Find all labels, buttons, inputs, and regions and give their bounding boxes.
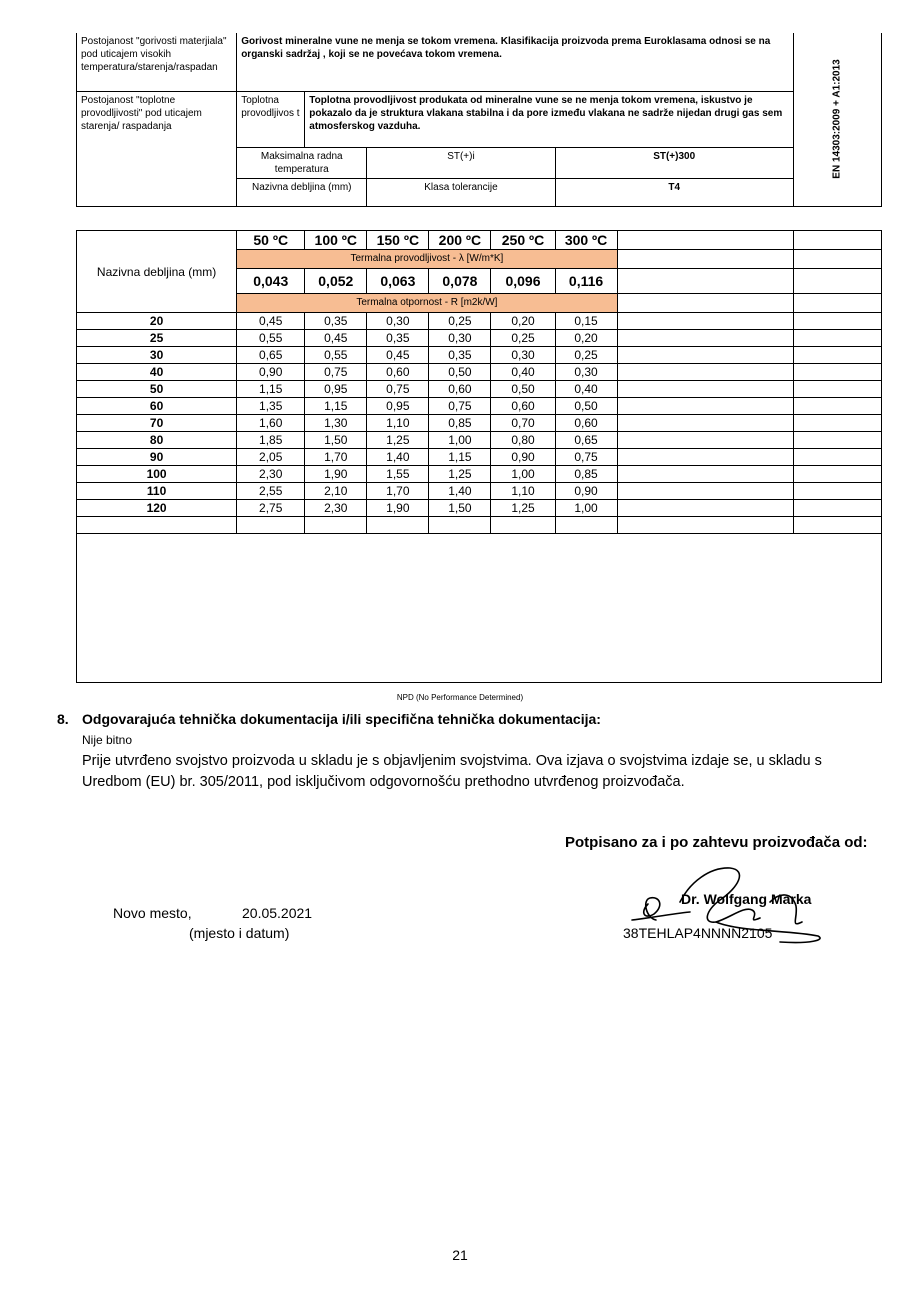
empty-cell	[617, 500, 793, 517]
properties-table	[76, 33, 882, 207]
section-note: Nije bitno	[82, 733, 133, 747]
empty-cell	[617, 347, 793, 364]
table-row	[77, 534, 882, 683]
resistance-cell: 0,60	[555, 415, 617, 432]
thickness-cell: 100	[77, 466, 237, 483]
signed-heading: Potpisano za i po zahtevu proizvođača od:	[565, 834, 868, 851]
empty-cell	[617, 415, 793, 432]
resistance-cell: 0,30	[555, 364, 617, 381]
resistance-cell: 1,55	[367, 466, 429, 483]
resistance-cell: 0,85	[429, 415, 491, 432]
empty-cell	[793, 517, 881, 534]
resistance-cell: 0,60	[429, 381, 491, 398]
temp-header: 300 ºC	[555, 231, 617, 250]
empty-cell	[793, 347, 881, 364]
lambda-value: 0,063	[367, 269, 429, 294]
empty-cell	[617, 364, 793, 381]
reaction-fire-label: Postojanost "gorivosti materjiala" pod uticajem visokih temperatura/starenja/raspadan	[77, 33, 237, 91]
temp-header: 200 ºC	[429, 231, 491, 250]
resistance-cell: 1,90	[305, 466, 367, 483]
resistance-cell: 1,00	[555, 500, 617, 517]
resistance-cell: 1,70	[367, 483, 429, 500]
tolerance-value: T4	[555, 178, 793, 206]
thickness-header: Nazivna debljina (mm)	[77, 231, 237, 313]
standard-cell	[793, 33, 881, 206]
empty-cell	[617, 330, 793, 347]
resistance-cell: 1,15	[305, 398, 367, 415]
resistance-cell: 0,30	[491, 347, 555, 364]
table-row	[77, 500, 882, 517]
thickness-label: Nazivna debljina (mm)	[237, 178, 367, 206]
empty-cell	[617, 381, 793, 398]
lambda-value: 0,052	[305, 269, 367, 294]
resistance-cell: 1,10	[367, 415, 429, 432]
resistance-cell: 1,60	[237, 415, 305, 432]
lambda-value: 0,078	[429, 269, 491, 294]
thickness-cell: 110	[77, 483, 237, 500]
table-row	[77, 347, 882, 364]
max-temp-value: ST(+)300	[555, 147, 793, 178]
resistance-cell: 2,30	[237, 466, 305, 483]
resistance-cell: 0,75	[555, 449, 617, 466]
resistance-cell: 1,90	[367, 500, 429, 517]
empty-cell	[617, 517, 793, 534]
thickness-cell: 60	[77, 398, 237, 415]
signatory-name: Dr. Wolfgang Marka	[681, 891, 812, 907]
resistance-cell: 0,30	[367, 313, 429, 330]
resistance-cell: 0,60	[367, 364, 429, 381]
resistance-cell: 0,35	[305, 313, 367, 330]
resistance-cell: 0,20	[491, 313, 555, 330]
resistance-cell: 0,90	[237, 364, 305, 381]
resistance-cell: 1,40	[429, 483, 491, 500]
empty-cell	[491, 517, 555, 534]
empty-cell	[793, 398, 881, 415]
section-heading	[57, 711, 601, 727]
empty-cell	[305, 517, 367, 534]
resistance-cell: 1,15	[237, 381, 305, 398]
temp-header: 250 ºC	[491, 231, 555, 250]
resistance-cell: 1,25	[367, 432, 429, 449]
empty-cell	[617, 449, 793, 466]
temp-header: 150 ºC	[367, 231, 429, 250]
resistance-cell: 0,45	[237, 313, 305, 330]
resistance-cell: 1,00	[491, 466, 555, 483]
empty-cell	[617, 269, 793, 294]
empty-cell	[793, 294, 881, 313]
lambda-value: 0,096	[491, 269, 555, 294]
resistance-cell: 1,35	[237, 398, 305, 415]
empty-area	[77, 534, 882, 683]
resistance-cell: 0,85	[555, 466, 617, 483]
resistance-cell: 0,75	[305, 364, 367, 381]
resistance-cell: 2,30	[305, 500, 367, 517]
empty-cell	[617, 313, 793, 330]
resistance-cell: 1,15	[429, 449, 491, 466]
resistance-cell: 0,70	[491, 415, 555, 432]
empty-cell	[617, 398, 793, 415]
empty-cell	[367, 517, 429, 534]
empty-cell	[793, 381, 881, 398]
thermal-durability-text: Toplotna provodljivost produkata od mineralne vune se ne menja tokom vremena, iskustvo je pokazalo da je struktura vlakana stabilna i da pore između vlakana ne sadrže nijedan drugi gas sem atmosferskog vazduha.	[305, 91, 794, 147]
resistance-cell: 0,40	[491, 364, 555, 381]
resistance-cell: 0,55	[237, 330, 305, 347]
empty-cell	[793, 269, 881, 294]
empty-cell	[793, 330, 881, 347]
resistance-cell: 0,45	[367, 347, 429, 364]
resistance-cell: 0,75	[429, 398, 491, 415]
table-row	[77, 398, 882, 415]
table-row	[77, 449, 882, 466]
resistance-cell: 0,55	[305, 347, 367, 364]
empty-cell	[793, 231, 881, 250]
resistance-cell: 0,65	[237, 347, 305, 364]
resistance-cell: 1,10	[491, 483, 555, 500]
empty-cell	[617, 483, 793, 500]
resistance-label: Termalna otpornost - R [m2k/W]	[237, 294, 617, 313]
resistance-cell: 0,90	[491, 449, 555, 466]
resistance-cell: 0,90	[555, 483, 617, 500]
thermal-table	[76, 230, 882, 683]
max-temp-label: Maksimalna radna temperatura	[237, 147, 367, 178]
resistance-cell: 2,55	[237, 483, 305, 500]
empty-cell	[793, 483, 881, 500]
thickness-cell: 90	[77, 449, 237, 466]
document-code: 38TEHLAP4NNNN2105	[623, 925, 773, 941]
resistance-cell: 0,25	[555, 347, 617, 364]
resistance-cell: 0,35	[429, 347, 491, 364]
empty-cell	[617, 294, 793, 313]
thickness-cell: 20	[77, 313, 237, 330]
resistance-cell: 0,60	[491, 398, 555, 415]
resistance-cell: 1,50	[305, 432, 367, 449]
resistance-cell: 0,30	[429, 330, 491, 347]
resistance-cell: 0,45	[305, 330, 367, 347]
npd-note: NPD (No Performance Determined)	[396, 693, 524, 702]
resistance-cell: 0,65	[555, 432, 617, 449]
thickness-cell: 30	[77, 347, 237, 364]
thickness-cell: 50	[77, 381, 237, 398]
empty-cell	[617, 250, 793, 269]
max-temp-spec: ST(+)i	[367, 147, 555, 178]
resistance-cell: 0,20	[555, 330, 617, 347]
resistance-cell: 0,50	[555, 398, 617, 415]
resistance-cell: 0,15	[555, 313, 617, 330]
date: 20.05.2021	[242, 905, 313, 921]
resistance-cell: 0,50	[491, 381, 555, 398]
resistance-cell: 0,95	[305, 381, 367, 398]
resistance-cell: 1,00	[429, 432, 491, 449]
empty-cell	[793, 250, 881, 269]
table-row	[77, 415, 882, 432]
empty-cell	[793, 432, 881, 449]
empty-cell	[793, 415, 881, 432]
empty-cell	[237, 517, 305, 534]
declaration-paragraph: Prije utvrđeno svojstvo proizvoda u skladu je s objavljenim svojstvima. Ova izjava o svojstvima izdaje se, u skladu s Uredbom (EU) br. 305/2011, pod isključivom odgovornošću prethodno utvrđenog proizvođača.	[82, 753, 822, 790]
section-number: 8.	[57, 711, 69, 727]
empty-cell	[793, 466, 881, 483]
place: Novo mesto,	[113, 905, 192, 921]
resistance-cell: 2,05	[237, 449, 305, 466]
temp-header: 50 ºC	[237, 231, 305, 250]
resistance-cell: 1,50	[429, 500, 491, 517]
empty-cell	[617, 466, 793, 483]
table-row	[77, 364, 882, 381]
lambda-value: 0,116	[555, 269, 617, 294]
resistance-cell: 1,30	[305, 415, 367, 432]
empty-cell	[617, 231, 793, 250]
resistance-cell: 2,10	[305, 483, 367, 500]
page-number: 21	[452, 1247, 468, 1263]
thickness-cell: 80	[77, 432, 237, 449]
place-date-label: (mjesto i datum)	[189, 925, 290, 941]
thermal-conductivity-sublabel: Toplotna provodljivos t	[237, 91, 305, 147]
resistance-cell: 0,95	[367, 398, 429, 415]
resistance-cell: 0,75	[367, 381, 429, 398]
empty-cell	[77, 517, 237, 534]
resistance-cell: 1,25	[491, 500, 555, 517]
table-row	[77, 466, 882, 483]
resistance-cell: 0,25	[491, 330, 555, 347]
empty-cell	[793, 449, 881, 466]
empty-cell	[555, 517, 617, 534]
resistance-cell: 1,85	[237, 432, 305, 449]
empty-cell	[793, 364, 881, 381]
resistance-cell: 0,40	[555, 381, 617, 398]
resistance-cell: 1,70	[305, 449, 367, 466]
resistance-cell: 0,50	[429, 364, 491, 381]
resistance-cell: 0,80	[491, 432, 555, 449]
table-row	[77, 330, 882, 347]
thickness-cell: 40	[77, 364, 237, 381]
resistance-cell: 1,40	[367, 449, 429, 466]
section-title: Odgovarajuća tehnička dokumentacija i/ili specifična tehnička dokumentacija:	[82, 711, 601, 727]
lambda-label: Termalna provodljivost - λ [W/m*K]	[237, 250, 617, 269]
empty-cell	[793, 500, 881, 517]
table-row	[77, 483, 882, 500]
thickness-cell: 25	[77, 330, 237, 347]
table-row	[77, 313, 882, 330]
temp-header: 100 ºC	[305, 231, 367, 250]
empty-cell	[429, 517, 491, 534]
thickness-cell: 120	[77, 500, 237, 517]
empty-cell	[793, 313, 881, 330]
empty-cell	[617, 432, 793, 449]
table-row	[77, 432, 882, 449]
lambda-value: 0,043	[237, 269, 305, 294]
resistance-cell: 0,35	[367, 330, 429, 347]
resistance-cell: 2,75	[237, 500, 305, 517]
thickness-cell: 70	[77, 415, 237, 432]
standard-label: EN 14303:2009 + A1:2013	[831, 59, 843, 179]
tolerance-label: Klasa tolerancije	[367, 178, 555, 206]
resistance-cell: 1,25	[429, 466, 491, 483]
table-row	[77, 381, 882, 398]
thermal-durability-label: Postojanost "toplotne provodljivosti" pod uticajem starenja/ raspadanja	[77, 91, 237, 206]
table-row	[77, 517, 882, 534]
resistance-cell: 0,25	[429, 313, 491, 330]
reaction-fire-text: Gorivost mineralne vune ne menja se tokom vremena. Klasifikacija proizvoda prema Euroklasama odnosi se na organski sadržaj , koji se ne povećava tokom vremena.	[237, 33, 794, 91]
